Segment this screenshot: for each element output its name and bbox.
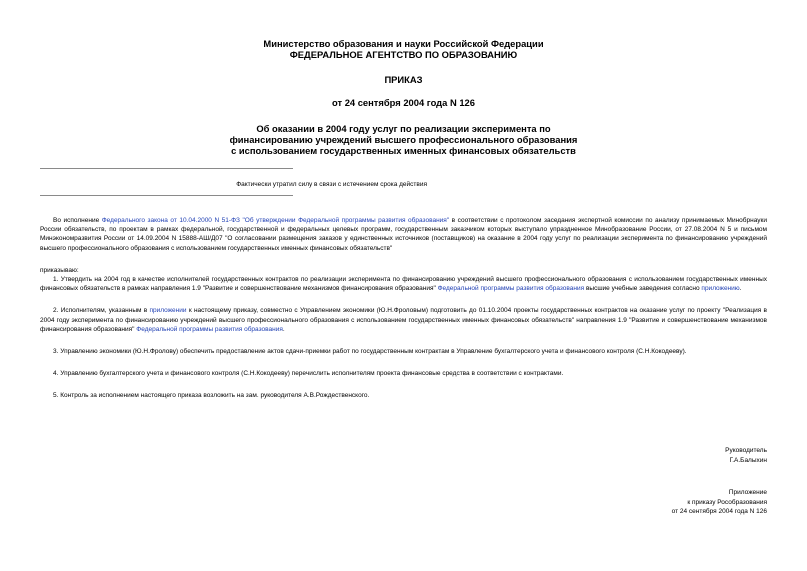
status-note [40,181,767,189]
document-body [40,216,767,401]
doc-type: ПРИКАЗ [384,74,423,85]
divider-top [40,168,293,169]
appendix-block [672,488,767,517]
status-note-text: Фактически утратил силу в связи с истечением срока действия [236,181,427,188]
item-1-text-a: 1. Утвердить на 2004 год в качестве исполнителей государственных контрактов по реализации эксперимента по финансированию учреждений высшего профессионального образования с использованием государственных именных финансовых обязательств в рамках направления 1.9 "Развитие и совершенствование механизмов финансирования образования" [40,276,767,293]
federal-law-link[interactable]: Федерального закона от 10.04.2000 N 51-ФЗ "Об утверждении Федеральной программы развития образования" [101,217,450,224]
signature-name: Г.А.Балыхин [729,456,767,464]
signature-block [725,446,767,465]
preamble-text-1: Во исполнение [53,217,102,224]
item-1-appendix-link[interactable]: приложению [701,285,740,293]
item-1-text-c: . [739,285,742,293]
doc-title-line-3: с использованием государственных именных финансовых обязательств [231,145,576,156]
appendix-line-1: Приложение [728,489,767,496]
signature-role: Руководитель [725,447,767,454]
doc-title-line-1: Об оказании в 2004 году услуг по реализации эксперимента по [256,123,551,134]
item-2-program-link[interactable]: Федеральной программы развития образования [136,325,283,333]
agency-name: ФЕДЕРАЛЬНОЕ АГЕНТСТВО ПО ОБРАЗОВАНИЮ [289,49,518,60]
item-2-text-c: . [282,325,285,333]
item-1 [40,275,767,293]
order-word: приказываю: [40,266,79,274]
item-1-program-link[interactable]: Федеральной программы развития образования [437,285,585,293]
item-2 [40,306,767,334]
item-2-appendix-link[interactable]: приложении [149,307,187,315]
doc-title-line-2: финансированию учреждений высшего профессионального образования [229,134,578,145]
item-5: 5. Контроль за исполнением настоящего приказа возложить на зам. руководителя А.В.Рождественского. [53,392,370,400]
item-4: 4. Управлению бухгалтерского учета и финансового контроля (С.Н.Кокодееву) перечислить исполнителям проекта финансовые средства в соответствии с контрактами. [53,370,564,378]
divider-bottom [40,195,293,196]
item-1-text-b: высшие учебные заведения согласно [584,285,702,293]
preamble-paragraph [40,216,767,253]
appendix-line-2: к приказу Рособразования [687,498,767,506]
appendix-line-3: от 24 сентября 2004 года N 126 [671,508,767,515]
item-3: 3. Управлению экономики (Ю.Н.Фролову) обеспечить предоставление актов сдачи-приемки работ по государственным контрактам в Управление бухгалтерского учета и финансового контроля (С.Н.Кокодееву). [53,348,687,356]
doc-date: от 24 сентября 2004 года N 126 [332,97,475,108]
item-2-text-b: к настоящему приказу, совместно с Управлением экономики (Ю.Н.Фроловым) подготовить до 01.10.2004 проекты государственных контрактов на оказание услуг по проекту "Реализация в 2004 году эксперимента по финансированию учреждений высшего профессионального образования с использованием государственных именных финансовых обязательств" направления 1.9 "Развитие и совершенствование механизмов финансирования образования" [40,307,768,333]
preamble-text-2: в соответствии с протоколом заседания экспертной комиссии по анализу принимаемых Минобрнауки России обязательств, по проектам в рамках федеральной, государственной и федеральных целевых программ, государственным заказчиком которых выступало упраздненное Минобразование России, от 27.08.2004 N 5 и письмом Минэкономразвития России от 14.09.2004 N 15888-АШ/Д07 "О согласовании размещения заказов у единственных источников (поставщиков) на оказание в 2004 году услуг по реализации эксперимента по финансированию учреждений высшего профессионального образования с использованием государственных именных финансовых обязательств" [40,217,767,252]
item-2-text-a: 2. Исполнителям, указанным в [53,307,150,315]
ministry-name: Министерство образования и науки Российской Федерации [263,38,544,49]
